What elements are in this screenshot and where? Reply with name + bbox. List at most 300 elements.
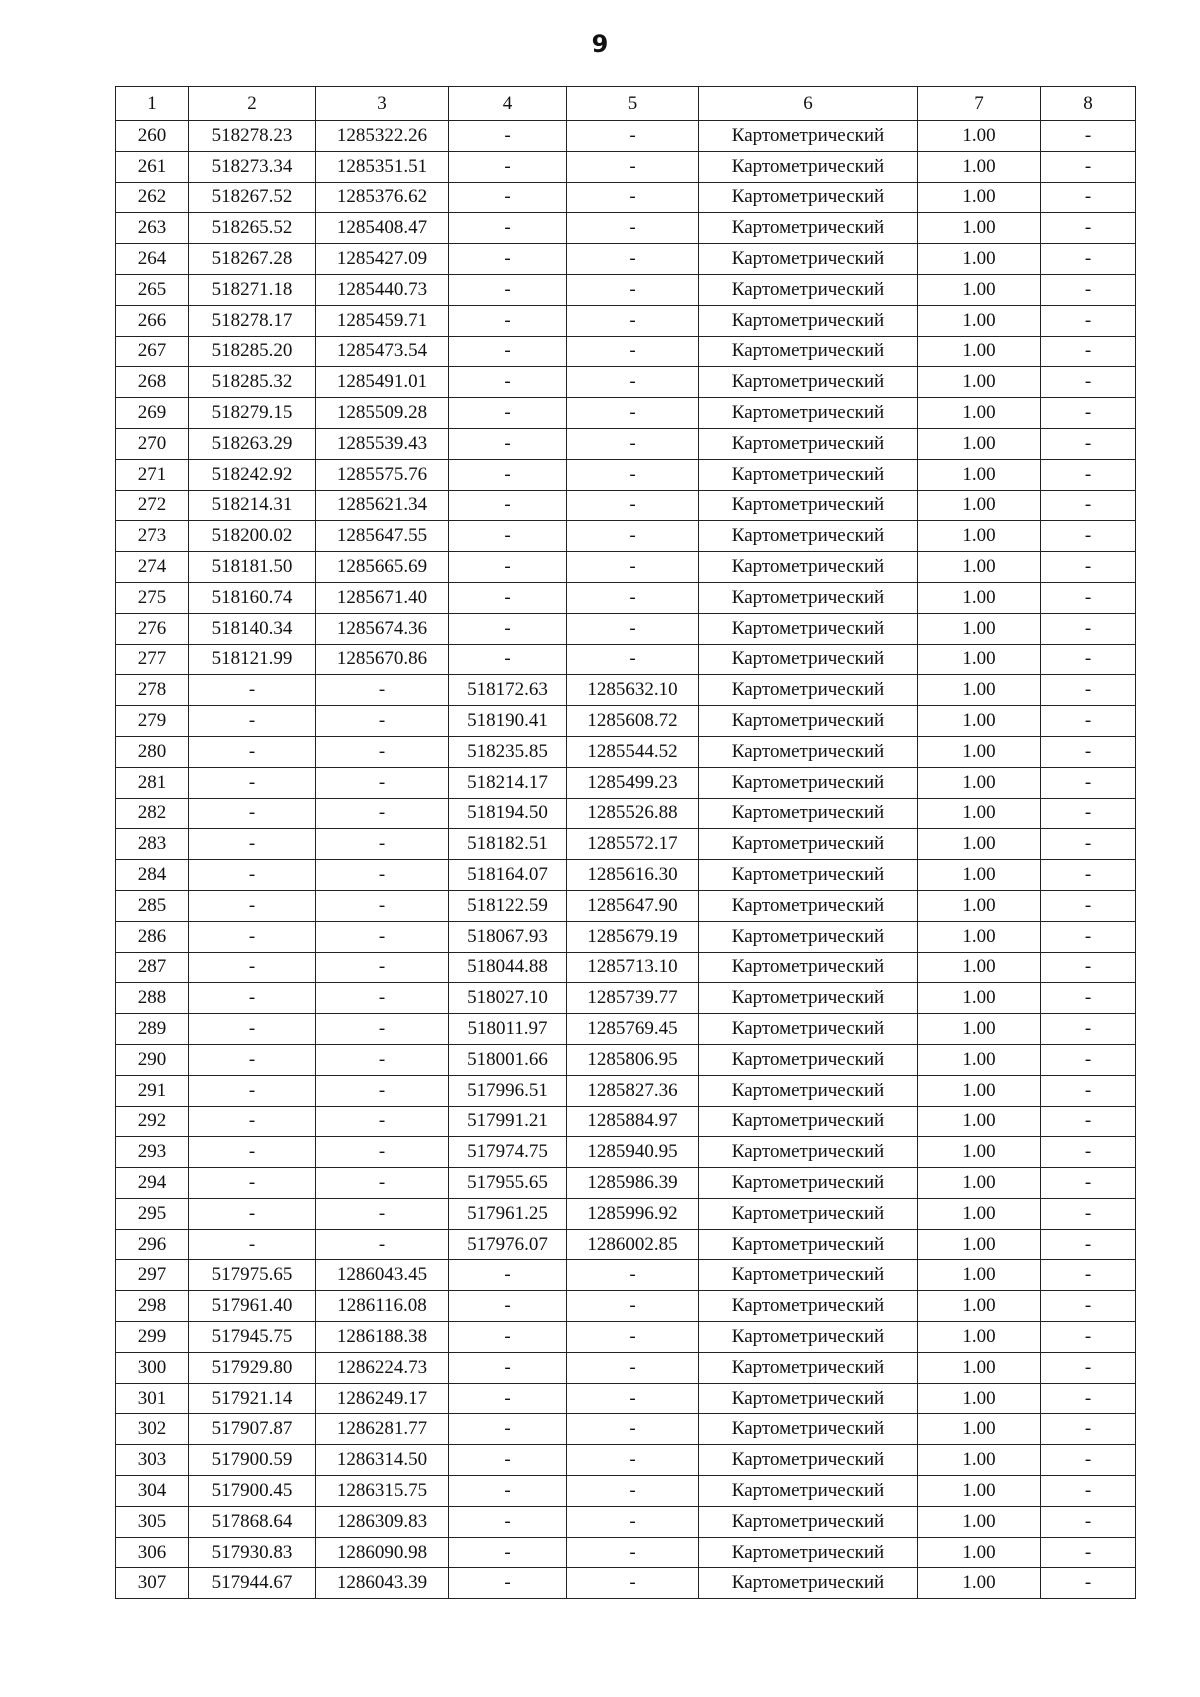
table-cell: 307 xyxy=(116,1568,189,1599)
table-row xyxy=(116,1352,1136,1383)
table-cell: - xyxy=(1041,552,1136,583)
table-row xyxy=(116,244,1136,275)
table-cell: - xyxy=(1041,336,1136,367)
table-cell: - xyxy=(1041,1414,1136,1445)
table-cell: 1285572.17 xyxy=(567,829,699,860)
table-cell: Картометрический xyxy=(699,829,918,860)
table-cell: - xyxy=(189,1075,316,1106)
table-cell: - xyxy=(189,1137,316,1168)
table-row xyxy=(116,1229,1136,1260)
table-cell: 1286224.73 xyxy=(316,1352,449,1383)
table-cell: 1.00 xyxy=(918,459,1041,490)
table-cell: Картометрический xyxy=(699,798,918,829)
table-cell: Картометрический xyxy=(699,952,918,983)
table-cell: 517907.87 xyxy=(189,1414,316,1445)
table-cell: 1.00 xyxy=(918,490,1041,521)
table-row xyxy=(116,767,1136,798)
table-cell: 1285608.72 xyxy=(567,706,699,737)
table-cell: 1285940.95 xyxy=(567,1137,699,1168)
table-cell: 1.00 xyxy=(918,1075,1041,1106)
table-cell: - xyxy=(567,521,699,552)
table-cell: - xyxy=(189,706,316,737)
table-row xyxy=(116,213,1136,244)
table-cell: - xyxy=(1041,1322,1136,1353)
table-cell: - xyxy=(1041,398,1136,429)
table-cell: 518172.63 xyxy=(449,675,567,706)
table-cell: 1285459.71 xyxy=(316,305,449,336)
table-cell: 303 xyxy=(116,1445,189,1476)
table-cell: Картометрический xyxy=(699,121,918,152)
table-cell: 517996.51 xyxy=(449,1075,567,1106)
table-row xyxy=(116,613,1136,644)
table-cell: 264 xyxy=(116,244,189,275)
table-cell: 1285539.43 xyxy=(316,428,449,459)
table-cell: Картометрический xyxy=(699,613,918,644)
header-row xyxy=(116,87,1136,121)
table-cell: 1285621.34 xyxy=(316,490,449,521)
table-cell: - xyxy=(567,305,699,336)
table-cell: 1.00 xyxy=(918,890,1041,921)
table-cell: - xyxy=(449,398,567,429)
table-cell: 1286281.77 xyxy=(316,1414,449,1445)
table-cell: Картометрический xyxy=(699,521,918,552)
table-row xyxy=(116,1322,1136,1353)
table-cell: 1.00 xyxy=(918,675,1041,706)
table-cell: - xyxy=(567,336,699,367)
table-cell: - xyxy=(449,428,567,459)
table-row xyxy=(116,890,1136,921)
table-cell: 1.00 xyxy=(918,798,1041,829)
table-cell: - xyxy=(316,952,449,983)
table-cell: - xyxy=(316,1229,449,1260)
table-cell: - xyxy=(189,921,316,952)
table-cell: 517900.45 xyxy=(189,1476,316,1507)
table-cell: Картометрический xyxy=(699,490,918,521)
table-cell: - xyxy=(449,1445,567,1476)
table-cell: 285 xyxy=(116,890,189,921)
table-cell: 290 xyxy=(116,1044,189,1075)
table-cell: - xyxy=(189,1014,316,1045)
table-cell: 1.00 xyxy=(918,1260,1041,1291)
table-row xyxy=(116,582,1136,613)
table-cell: 518263.29 xyxy=(189,428,316,459)
table-cell: 517974.75 xyxy=(449,1137,567,1168)
table-cell: - xyxy=(1041,274,1136,305)
table-cell: 305 xyxy=(116,1506,189,1537)
table-row xyxy=(116,983,1136,1014)
column-header-8: 8 xyxy=(1041,87,1136,121)
table-cell: 518190.41 xyxy=(449,706,567,737)
table-row xyxy=(116,367,1136,398)
table-cell: - xyxy=(1041,675,1136,706)
table-cell: - xyxy=(567,1537,699,1568)
table-cell: Картометрический xyxy=(699,1291,918,1322)
table-cell: 1285806.95 xyxy=(567,1044,699,1075)
table-row xyxy=(116,1198,1136,1229)
table-cell: 1285674.36 xyxy=(316,613,449,644)
table-cell: Картометрический xyxy=(699,890,918,921)
table-cell: - xyxy=(449,552,567,583)
table-cell: 518214.17 xyxy=(449,767,567,798)
table-cell: - xyxy=(449,1322,567,1353)
table-cell: - xyxy=(449,1414,567,1445)
table-cell: 1.00 xyxy=(918,1537,1041,1568)
table-cell: 518194.50 xyxy=(449,798,567,829)
table-row xyxy=(116,736,1136,767)
table-row xyxy=(116,1014,1136,1045)
table-cell: 1285351.51 xyxy=(316,151,449,182)
table-cell: 1.00 xyxy=(918,952,1041,983)
table-cell: 300 xyxy=(116,1352,189,1383)
table-cell: 518214.31 xyxy=(189,490,316,521)
table-cell: - xyxy=(316,983,449,1014)
table-row xyxy=(116,1075,1136,1106)
table-cell: - xyxy=(189,1168,316,1199)
table-cell: Картометрический xyxy=(699,151,918,182)
table-cell: 518235.85 xyxy=(449,736,567,767)
table-cell: 1285376.62 xyxy=(316,182,449,213)
table-cell: - xyxy=(316,1137,449,1168)
table-cell: Картометрический xyxy=(699,1445,918,1476)
table-cell: - xyxy=(189,1106,316,1137)
table-cell: 1.00 xyxy=(918,1291,1041,1322)
table-cell: - xyxy=(567,1506,699,1537)
table-cell: - xyxy=(449,244,567,275)
table-row xyxy=(116,1044,1136,1075)
table-cell: - xyxy=(189,1044,316,1075)
table-cell: - xyxy=(189,736,316,767)
table-cell: - xyxy=(1041,1198,1136,1229)
table-cell: Картометрический xyxy=(699,860,918,891)
table-cell: - xyxy=(449,1352,567,1383)
table-cell: 304 xyxy=(116,1476,189,1507)
table-cell: 278 xyxy=(116,675,189,706)
table-row xyxy=(116,1168,1136,1199)
table-cell: - xyxy=(189,952,316,983)
table-cell: Картометрический xyxy=(699,1476,918,1507)
table-cell: - xyxy=(316,860,449,891)
table-cell: - xyxy=(1041,1568,1136,1599)
table-cell: - xyxy=(567,490,699,521)
table-cell: Картометрический xyxy=(699,305,918,336)
table-row xyxy=(116,336,1136,367)
table-cell: - xyxy=(567,1322,699,1353)
table-cell: - xyxy=(316,1014,449,1045)
table-cell: - xyxy=(316,890,449,921)
table-cell: 1.00 xyxy=(918,767,1041,798)
table-cell: - xyxy=(1041,1168,1136,1199)
table-cell: 274 xyxy=(116,552,189,583)
table-cell: - xyxy=(189,1229,316,1260)
table-cell: 1.00 xyxy=(918,1568,1041,1599)
coordinates-table xyxy=(115,86,1136,1599)
table-cell: - xyxy=(567,1568,699,1599)
table-cell: Картометрический xyxy=(699,1322,918,1353)
table-cell: 518160.74 xyxy=(189,582,316,613)
table-cell: 1.00 xyxy=(918,1383,1041,1414)
table-cell: - xyxy=(1041,921,1136,952)
table-cell: Картометрический xyxy=(699,1229,918,1260)
table-cell: 287 xyxy=(116,952,189,983)
table-cell: Картометрический xyxy=(699,336,918,367)
table-cell: - xyxy=(449,1476,567,1507)
table-cell: Картометрический xyxy=(699,644,918,675)
table-row xyxy=(116,860,1136,891)
table-body xyxy=(116,121,1136,1599)
table-cell: 267 xyxy=(116,336,189,367)
table-cell: 286 xyxy=(116,921,189,952)
table-cell: - xyxy=(567,274,699,305)
table-cell: - xyxy=(449,1291,567,1322)
table-cell: 1.00 xyxy=(918,613,1041,644)
table-cell: 1285632.10 xyxy=(567,675,699,706)
table-cell: 1.00 xyxy=(918,860,1041,891)
table-cell: Картометрический xyxy=(699,1106,918,1137)
table-cell: 1285526.88 xyxy=(567,798,699,829)
table-cell: 518182.51 xyxy=(449,829,567,860)
table-cell: 1285616.30 xyxy=(567,860,699,891)
table-cell: 269 xyxy=(116,398,189,429)
table-cell: - xyxy=(316,1044,449,1075)
table-cell: Картометрический xyxy=(699,1168,918,1199)
table-cell: - xyxy=(1041,305,1136,336)
table-cell: 302 xyxy=(116,1414,189,1445)
table-cell: 1.00 xyxy=(918,121,1041,152)
table-cell: - xyxy=(316,1106,449,1137)
table-cell: - xyxy=(449,121,567,152)
table-cell: 517929.80 xyxy=(189,1352,316,1383)
table-row xyxy=(116,398,1136,429)
table-cell: - xyxy=(449,1537,567,1568)
table-cell: - xyxy=(1041,860,1136,891)
table-cell: 1285665.69 xyxy=(316,552,449,583)
table-cell: - xyxy=(567,398,699,429)
table-cell: 271 xyxy=(116,459,189,490)
table-cell: 294 xyxy=(116,1168,189,1199)
table-cell: - xyxy=(567,1260,699,1291)
table-cell: - xyxy=(316,921,449,952)
table-cell: - xyxy=(567,1476,699,1507)
table-cell: 518278.17 xyxy=(189,305,316,336)
table-cell: 1285769.45 xyxy=(567,1014,699,1045)
table-cell: 1.00 xyxy=(918,706,1041,737)
table-cell: - xyxy=(316,1075,449,1106)
table-cell: 295 xyxy=(116,1198,189,1229)
table-cell: - xyxy=(567,1445,699,1476)
column-header-3: 3 xyxy=(316,87,449,121)
table-cell: - xyxy=(1041,121,1136,152)
column-header-5: 5 xyxy=(567,87,699,121)
table-cell: 518271.18 xyxy=(189,274,316,305)
table-cell: 1285322.26 xyxy=(316,121,449,152)
table-cell: 1.00 xyxy=(918,983,1041,1014)
table-cell: 518273.34 xyxy=(189,151,316,182)
table-cell: Картометрический xyxy=(699,1383,918,1414)
table-cell: 276 xyxy=(116,613,189,644)
table-cell: - xyxy=(567,367,699,398)
table-row xyxy=(116,1260,1136,1291)
table-cell: 1.00 xyxy=(918,582,1041,613)
table-cell: 268 xyxy=(116,367,189,398)
table-cell: 518278.23 xyxy=(189,121,316,152)
table-cell: 1285679.19 xyxy=(567,921,699,952)
table-cell: - xyxy=(1041,798,1136,829)
table-cell: - xyxy=(449,182,567,213)
table-cell: - xyxy=(449,459,567,490)
table-cell: - xyxy=(1041,829,1136,860)
table-cell: - xyxy=(1041,521,1136,552)
table-cell: 1285647.90 xyxy=(567,890,699,921)
table-cell: - xyxy=(1041,151,1136,182)
table-cell: - xyxy=(1041,213,1136,244)
table-row xyxy=(116,521,1136,552)
table-cell: - xyxy=(1041,1075,1136,1106)
table-row xyxy=(116,1137,1136,1168)
table-row xyxy=(116,1568,1136,1599)
table-cell: - xyxy=(1041,706,1136,737)
table-cell: 1.00 xyxy=(918,644,1041,675)
table-cell: 517930.83 xyxy=(189,1537,316,1568)
table-cell: - xyxy=(567,428,699,459)
table-cell: - xyxy=(1041,1445,1136,1476)
table-row xyxy=(116,1506,1136,1537)
table-row xyxy=(116,952,1136,983)
table-cell: 292 xyxy=(116,1106,189,1137)
table-cell: 1.00 xyxy=(918,1106,1041,1137)
table-cell: - xyxy=(316,829,449,860)
table-cell: 297 xyxy=(116,1260,189,1291)
table-cell: - xyxy=(316,1198,449,1229)
table-cell: - xyxy=(316,736,449,767)
table-cell: 288 xyxy=(116,983,189,1014)
table-cell: 517944.67 xyxy=(189,1568,316,1599)
table-cell: - xyxy=(449,151,567,182)
table-cell: Картометрический xyxy=(699,244,918,275)
table-cell: Картометрический xyxy=(699,1137,918,1168)
table-cell: Картометрический xyxy=(699,1014,918,1045)
table-cell: - xyxy=(449,1260,567,1291)
table-row xyxy=(116,1476,1136,1507)
table-cell: 1.00 xyxy=(918,1322,1041,1353)
table-cell: 1.00 xyxy=(918,1229,1041,1260)
table-row xyxy=(116,921,1136,952)
table-cell: Картометрический xyxy=(699,1075,918,1106)
table-cell: 283 xyxy=(116,829,189,860)
table-cell: 1286116.08 xyxy=(316,1291,449,1322)
table-cell: 1.00 xyxy=(918,428,1041,459)
table-cell: 270 xyxy=(116,428,189,459)
column-header-1: 1 xyxy=(116,87,189,121)
table-cell: Картометрический xyxy=(699,1044,918,1075)
table-cell: 1.00 xyxy=(918,398,1041,429)
table-row xyxy=(116,1414,1136,1445)
table-cell: 1286043.39 xyxy=(316,1568,449,1599)
table-cell: - xyxy=(1041,644,1136,675)
table-cell: 518122.59 xyxy=(449,890,567,921)
table-cell: 518027.10 xyxy=(449,983,567,1014)
table-cell: 1285827.36 xyxy=(567,1075,699,1106)
table-cell: 1.00 xyxy=(918,736,1041,767)
table-cell: 1.00 xyxy=(918,213,1041,244)
table-cell: 518140.34 xyxy=(189,613,316,644)
table-cell: - xyxy=(567,1414,699,1445)
table-cell: 518001.66 xyxy=(449,1044,567,1075)
table-cell: 1285509.28 xyxy=(316,398,449,429)
table-cell: - xyxy=(449,336,567,367)
table-row xyxy=(116,490,1136,521)
table-cell: 1.00 xyxy=(918,336,1041,367)
table-cell: 1.00 xyxy=(918,1445,1041,1476)
table-cell: - xyxy=(449,305,567,336)
table-cell: - xyxy=(1041,182,1136,213)
table-cell: 517955.65 xyxy=(449,1168,567,1199)
table-cell: Картометрический xyxy=(699,552,918,583)
table-cell: - xyxy=(449,582,567,613)
table-cell: 1285647.55 xyxy=(316,521,449,552)
table-cell: 518267.52 xyxy=(189,182,316,213)
table-cell: - xyxy=(567,582,699,613)
table-cell: 272 xyxy=(116,490,189,521)
table-cell: 301 xyxy=(116,1383,189,1414)
table-cell: - xyxy=(1041,1229,1136,1260)
table-cell: - xyxy=(1041,244,1136,275)
table-cell: - xyxy=(567,1352,699,1383)
table-cell: 518164.07 xyxy=(449,860,567,891)
table-cell: 1285884.97 xyxy=(567,1106,699,1137)
page-number: 9 xyxy=(591,30,609,58)
table-cell: - xyxy=(449,1568,567,1599)
table-cell: - xyxy=(567,151,699,182)
table-cell: 1.00 xyxy=(918,1506,1041,1537)
table-cell: 1285671.40 xyxy=(316,582,449,613)
table-cell: 1.00 xyxy=(918,521,1041,552)
table-cell: - xyxy=(189,983,316,1014)
table-row xyxy=(116,829,1136,860)
table-cell: - xyxy=(189,798,316,829)
table-cell: - xyxy=(449,213,567,244)
table-row xyxy=(116,1445,1136,1476)
table-cell: Картометрический xyxy=(699,1260,918,1291)
table-cell: 518279.15 xyxy=(189,398,316,429)
table-cell: - xyxy=(1041,490,1136,521)
table-cell: - xyxy=(1041,1137,1136,1168)
table-cell: Картометрический xyxy=(699,1568,918,1599)
table-cell: - xyxy=(189,767,316,798)
table-row xyxy=(116,1383,1136,1414)
table-row xyxy=(116,552,1136,583)
table-cell: 1285544.52 xyxy=(567,736,699,767)
table-row xyxy=(116,1537,1136,1568)
table-cell: 266 xyxy=(116,305,189,336)
table-cell: 1286315.75 xyxy=(316,1476,449,1507)
table-row xyxy=(116,121,1136,152)
table-cell: - xyxy=(1041,1383,1136,1414)
table-cell: 1286314.50 xyxy=(316,1445,449,1476)
table-row xyxy=(116,798,1136,829)
table-cell: 1.00 xyxy=(918,244,1041,275)
column-header-6: 6 xyxy=(699,87,918,121)
table-cell: - xyxy=(189,829,316,860)
table-cell: 1285713.10 xyxy=(567,952,699,983)
table-cell: 517900.59 xyxy=(189,1445,316,1476)
table-cell: 1.00 xyxy=(918,151,1041,182)
table-cell: 1.00 xyxy=(918,367,1041,398)
table-cell: Картометрический xyxy=(699,274,918,305)
table-cell: - xyxy=(567,213,699,244)
table-cell: 517961.40 xyxy=(189,1291,316,1322)
column-header-2: 2 xyxy=(189,87,316,121)
table-cell: 1286309.83 xyxy=(316,1506,449,1537)
